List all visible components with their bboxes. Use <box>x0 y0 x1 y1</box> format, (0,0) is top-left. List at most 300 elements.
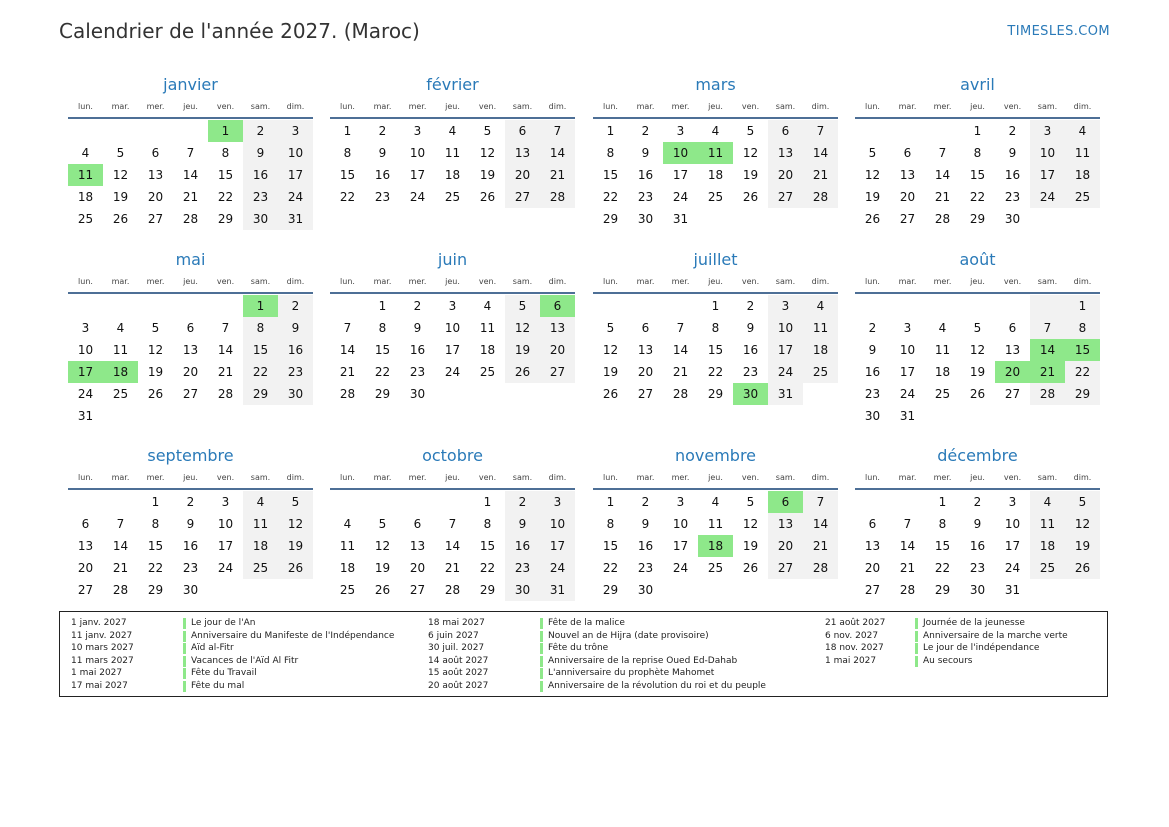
weekday-label: mer. <box>146 102 165 111</box>
weekday-label: ven. <box>1003 102 1022 111</box>
day-cell: 2 <box>641 124 650 138</box>
day-cell: 8 <box>378 321 387 335</box>
day-cell: 23 <box>742 365 759 379</box>
day-cell: 14 <box>672 343 689 357</box>
weekday-label: mer. <box>146 473 165 482</box>
day-cell: 26 <box>374 583 391 597</box>
day-cell: 11 <box>444 146 461 160</box>
day-cell: 2 <box>973 495 982 509</box>
legend-date: 21 août 2027 <box>825 618 886 628</box>
day-cell: 14 <box>934 168 951 182</box>
day-cell: 9 <box>378 146 387 160</box>
day-cell: 15 <box>602 539 619 553</box>
day-cell: 29 <box>602 583 619 597</box>
days-grid <box>330 295 575 405</box>
day-cell: 22 <box>602 561 619 575</box>
day-cell: 26 <box>278 557 313 579</box>
day-cell: 5 <box>746 495 755 509</box>
weekday-label: lun. <box>865 473 880 482</box>
day-cell: 2 <box>746 299 755 313</box>
weekday-label: ven. <box>478 473 497 482</box>
day-cell: 17 <box>768 339 803 361</box>
holiday-day-cell: 1 <box>243 295 278 317</box>
weekday-label: mar. <box>898 102 917 111</box>
day-cell: 30 <box>1004 212 1021 226</box>
day-cell: 29 <box>934 583 951 597</box>
empty-cell <box>103 120 138 142</box>
month-name: novembre <box>674 446 757 465</box>
weekday-label: dim. <box>811 277 830 286</box>
day-cell: 7 <box>803 120 838 142</box>
weekday-label: mar. <box>111 473 130 482</box>
day-cell: 12 <box>969 343 986 357</box>
day-cell: 13 <box>540 317 575 339</box>
weekday-label: mer. <box>408 473 427 482</box>
day-cell: 10 <box>444 321 461 335</box>
day-cell: 13 <box>768 513 803 535</box>
days-grid <box>330 120 575 208</box>
legend-holiday-name: Fête de la malice <box>540 618 625 629</box>
day-cell: 2 <box>641 495 650 509</box>
legend-holiday-name: Le jour de l'An <box>183 618 255 629</box>
brand-link[interactable]: TIMESLES.COM <box>1007 24 1110 39</box>
legend-holiday-name: Anniversaire du Manifeste de l'Indépendance <box>183 631 394 642</box>
weekday-label: sam. <box>1037 102 1058 111</box>
day-cell: 19 <box>742 539 759 553</box>
day-cell: 29 <box>1065 383 1100 405</box>
day-cell: 8 <box>151 517 160 531</box>
day-cell: 6 <box>903 146 912 160</box>
day-cell: 22 <box>339 190 356 204</box>
day-cell: 11 <box>803 317 838 339</box>
day-cell: 22 <box>969 190 986 204</box>
day-cell: 14 <box>444 539 461 553</box>
weekday-label: jeu. <box>708 277 723 286</box>
day-cell: 11 <box>339 539 356 553</box>
days-grid <box>855 295 1100 427</box>
legend-holiday-name: Aïd al-Fitr <box>183 643 234 654</box>
day-cell: 4 <box>116 321 125 335</box>
legend-date: 14 août 2027 <box>428 655 489 666</box>
day-cell: 18 <box>1030 535 1065 557</box>
day-cell: 12 <box>278 513 313 535</box>
holiday-day-cell: 30 <box>733 383 768 405</box>
day-cell: 25 <box>1030 557 1065 579</box>
day-cell: 27 <box>768 186 803 208</box>
day-cell: 12 <box>112 168 129 182</box>
day-cell: 29 <box>602 212 619 226</box>
weekday-header <box>68 468 313 488</box>
day-cell: 4 <box>711 495 720 509</box>
weekday-label: dim. <box>811 102 830 111</box>
weekday-label: jeu. <box>970 277 985 286</box>
weekday-label: sam. <box>250 102 271 111</box>
day-cell: 27 <box>637 387 654 401</box>
day-cell: 30 <box>505 579 540 601</box>
header-rule <box>330 292 575 294</box>
day-cell: 26 <box>1065 557 1100 579</box>
days-grid <box>593 120 838 230</box>
day-cell: 16 <box>864 365 881 379</box>
day-cell: 6 <box>81 517 90 531</box>
legend-date: 11 janv. 2027 <box>71 630 133 641</box>
legend-holiday-name: Anniversaire de la révolution du roi et du peuple <box>540 681 766 692</box>
day-cell: 18 <box>444 168 461 182</box>
day-cell: 6 <box>768 120 803 142</box>
weekday-label: jeu. <box>708 102 723 111</box>
day-cell: 18 <box>339 561 356 575</box>
day-cell: 21 <box>934 190 951 204</box>
weekday-label: lun. <box>865 277 880 286</box>
day-cell: 14 <box>540 142 575 164</box>
day-cell: 29 <box>147 583 164 597</box>
day-cell: 9 <box>505 513 540 535</box>
day-cell: 20 <box>864 561 881 575</box>
day-cell: 24 <box>278 186 313 208</box>
weekday-label: sam. <box>512 102 533 111</box>
page-title: Calendrier de l'année 2027. (Maroc) <box>59 19 420 43</box>
day-cell: 3 <box>1030 120 1065 142</box>
weekday-label: sam. <box>512 277 533 286</box>
holiday-day-cell: 14 <box>1030 339 1065 361</box>
day-cell: 14 <box>182 168 199 182</box>
day-cell: 10 <box>768 317 803 339</box>
day-cell: 22 <box>374 365 391 379</box>
day-cell: 12 <box>742 517 759 531</box>
day-cell: 25 <box>479 365 496 379</box>
day-cell: 26 <box>864 212 881 226</box>
weekday-label: dim. <box>1073 473 1092 482</box>
day-cell: 12 <box>864 168 881 182</box>
month-name: août <box>959 250 996 269</box>
weekday-label: ven. <box>216 473 235 482</box>
weekday-label: mer. <box>671 277 690 286</box>
holiday-day-cell: 18 <box>698 535 733 557</box>
day-cell: 30 <box>864 409 881 423</box>
day-cell: 24 <box>409 190 426 204</box>
day-cell: 30 <box>409 387 426 401</box>
day-cell: 5 <box>1065 491 1100 513</box>
day-cell: 25 <box>707 561 724 575</box>
weekday-label: mer. <box>671 102 690 111</box>
day-cell: 10 <box>409 146 426 160</box>
day-cell: 3 <box>221 495 230 509</box>
day-cell: 16 <box>637 539 654 553</box>
day-cell: 29 <box>707 387 724 401</box>
day-cell: 4 <box>343 517 352 531</box>
legend-date: 1 janv. 2027 <box>71 618 127 628</box>
day-cell: 2 <box>186 495 195 509</box>
day-cell: 27 <box>147 212 164 226</box>
weekday-label: jeu. <box>183 102 198 111</box>
day-cell: 11 <box>1030 513 1065 535</box>
empty-cell <box>925 295 960 317</box>
day-cell: 24 <box>672 190 689 204</box>
day-cell: 14 <box>217 343 234 357</box>
legend-holiday-name: Anniversaire de la reprise Oued Ed-Dahab <box>540 656 737 667</box>
day-cell: 21 <box>803 535 838 557</box>
day-cell: 20 <box>505 164 540 186</box>
day-cell: 4 <box>1065 120 1100 142</box>
day-cell: 20 <box>409 561 426 575</box>
day-cell: 25 <box>339 583 356 597</box>
day-cell: 12 <box>1065 513 1100 535</box>
day-cell: 6 <box>505 120 540 142</box>
day-cell: 26 <box>742 561 759 575</box>
empty-cell <box>68 491 103 513</box>
day-cell: 7 <box>186 146 195 160</box>
weekday-label: mer. <box>671 473 690 482</box>
holiday-day-cell: 6 <box>768 491 803 513</box>
empty-cell <box>855 120 890 142</box>
day-cell: 17 <box>672 539 689 553</box>
day-cell: 10 <box>1030 142 1065 164</box>
day-cell: 5 <box>868 146 877 160</box>
header-rule <box>68 292 313 294</box>
weekday-label: jeu. <box>970 473 985 482</box>
legend-date: 15 août 2027 <box>428 668 489 679</box>
day-cell: 30 <box>637 583 654 597</box>
day-cell: 1 <box>606 495 615 509</box>
day-cell: 14 <box>112 539 129 553</box>
day-cell: 7 <box>676 321 685 335</box>
day-cell: 9 <box>413 321 422 335</box>
day-cell: 16 <box>409 343 426 357</box>
days-grid <box>330 491 575 601</box>
weekday-label: ven. <box>1003 277 1022 286</box>
day-cell: 15 <box>969 168 986 182</box>
day-cell: 8 <box>221 146 230 160</box>
day-cell: 27 <box>864 583 881 597</box>
day-cell: 5 <box>483 124 492 138</box>
month-septembre <box>68 444 313 601</box>
day-cell: 3 <box>768 295 803 317</box>
weekday-label: mer. <box>933 277 952 286</box>
day-cell: 7 <box>448 517 457 531</box>
day-cell: 28 <box>1030 383 1065 405</box>
day-cell: 16 <box>969 539 986 553</box>
empty-cell <box>855 295 890 317</box>
day-cell: 13 <box>1004 343 1021 357</box>
header-rule <box>330 488 575 490</box>
weekday-label: mar. <box>373 277 392 286</box>
day-cell: 6 <box>186 321 195 335</box>
day-cell: 4 <box>1030 491 1065 513</box>
month-name: octobre <box>422 446 483 465</box>
legend-date: 20 août 2027 <box>428 680 489 691</box>
day-cell: 11 <box>243 513 278 535</box>
day-cell: 23 <box>1004 190 1021 204</box>
weekday-label: dim. <box>286 277 305 286</box>
weekday-label: mar. <box>111 277 130 286</box>
weekday-label: dim. <box>1073 102 1092 111</box>
day-cell: 5 <box>116 146 125 160</box>
day-cell: 9 <box>1008 146 1017 160</box>
weekday-label: jeu. <box>183 277 198 286</box>
month-avril <box>855 73 1100 230</box>
day-cell: 1 <box>378 299 387 313</box>
day-cell: 22 <box>217 190 234 204</box>
holiday-day-cell: 15 <box>1065 339 1100 361</box>
day-cell: 22 <box>602 190 619 204</box>
day-cell: 7 <box>1030 317 1065 339</box>
legend-date: 1 mai 2027 <box>825 655 877 666</box>
day-cell: 17 <box>899 365 916 379</box>
day-cell: 21 <box>672 365 689 379</box>
legend-holiday-name: Journée de la jeunesse <box>915 618 1025 629</box>
holiday-day-cell: 10 <box>663 142 698 164</box>
day-cell: 22 <box>707 365 724 379</box>
day-cell: 24 <box>768 361 803 383</box>
day-cell: 24 <box>444 365 461 379</box>
day-cell: 27 <box>899 212 916 226</box>
weekday-label: lun. <box>78 102 93 111</box>
legend-date: 18 nov. 2027 <box>825 643 884 654</box>
day-cell: 21 <box>899 561 916 575</box>
header-rule <box>593 292 838 294</box>
day-cell: 8 <box>606 146 615 160</box>
day-cell: 16 <box>742 343 759 357</box>
day-cell: 30 <box>969 583 986 597</box>
day-cell: 8 <box>606 517 615 531</box>
legend-holiday-name: Le jour de l'indépendance <box>915 643 1039 654</box>
day-cell: 1 <box>606 124 615 138</box>
day-cell: 12 <box>505 317 540 339</box>
day-cell: 6 <box>868 517 877 531</box>
weekday-label: sam. <box>1037 473 1058 482</box>
weekday-label: mer. <box>933 102 952 111</box>
day-cell: 10 <box>899 343 916 357</box>
weekday-label: sam. <box>775 473 796 482</box>
day-cell: 23 <box>637 561 654 575</box>
day-cell: 27 <box>409 583 426 597</box>
day-cell: 16 <box>1004 168 1021 182</box>
day-cell: 20 <box>768 164 803 186</box>
month-name: avril <box>960 75 995 94</box>
weekday-header <box>855 97 1100 117</box>
weekday-label: jeu. <box>445 277 460 286</box>
day-cell: 18 <box>77 190 94 204</box>
weekday-label: lun. <box>603 473 618 482</box>
weekday-label: dim. <box>811 473 830 482</box>
day-cell: 22 <box>1065 361 1100 383</box>
day-cell: 19 <box>112 190 129 204</box>
header-rule <box>593 117 838 119</box>
day-cell: 29 <box>969 212 986 226</box>
day-cell: 29 <box>217 212 234 226</box>
day-cell: 30 <box>182 583 199 597</box>
weekday-label: mar. <box>898 277 917 286</box>
day-cell: 2 <box>243 120 278 142</box>
day-cell: 6 <box>413 517 422 531</box>
weekday-header <box>593 97 838 117</box>
day-cell: 3 <box>278 120 313 142</box>
day-cell: 30 <box>637 212 654 226</box>
day-cell: 13 <box>899 168 916 182</box>
day-cell: 3 <box>903 321 912 335</box>
weekday-label: mar. <box>636 473 655 482</box>
day-cell: 4 <box>483 299 492 313</box>
legend-holiday-name: Fête du Travail <box>183 668 257 679</box>
day-cell: 14 <box>899 539 916 553</box>
day-cell: 28 <box>217 387 234 401</box>
weekday-label: sam. <box>1037 277 1058 286</box>
month-mars <box>593 73 838 230</box>
day-cell: 15 <box>707 343 724 357</box>
empty-cell <box>890 295 925 317</box>
day-cell: 8 <box>711 321 720 335</box>
day-cell: 9 <box>973 517 982 531</box>
day-cell: 1 <box>483 495 492 509</box>
day-cell: 6 <box>151 146 160 160</box>
day-cell: 15 <box>479 539 496 553</box>
day-cell: 4 <box>803 295 838 317</box>
day-cell: 2 <box>868 321 877 335</box>
day-cell: 11 <box>934 343 951 357</box>
weekday-label: ven. <box>216 102 235 111</box>
day-cell: 29 <box>479 583 496 597</box>
legend-holiday-name: Fête du trône <box>540 643 608 654</box>
day-cell: 26 <box>112 212 129 226</box>
day-cell: 10 <box>672 517 689 531</box>
legend-holiday-name: Vacances de l'Aïd Al Fitr <box>183 656 298 667</box>
day-cell: 12 <box>147 343 164 357</box>
day-cell: 5 <box>505 295 540 317</box>
legend-date: 10 mars 2027 <box>71 643 134 654</box>
empty-cell <box>208 295 243 317</box>
weekday-label: lun. <box>78 473 93 482</box>
day-cell: 17 <box>444 343 461 357</box>
day-cell: 3 <box>676 495 685 509</box>
day-cell: 4 <box>938 321 947 335</box>
empty-cell <box>173 295 208 317</box>
day-cell: 12 <box>374 539 391 553</box>
day-cell: 8 <box>938 517 947 531</box>
day-cell: 19 <box>505 339 540 361</box>
day-cell: 15 <box>934 539 951 553</box>
month-octobre <box>330 444 575 601</box>
header-rule <box>855 488 1100 490</box>
legend-date: 11 mars 2027 <box>71 655 134 666</box>
day-cell: 1 <box>938 495 947 509</box>
day-cell: 8 <box>483 517 492 531</box>
day-cell: 28 <box>112 583 129 597</box>
holiday-day-cell: 18 <box>103 361 138 383</box>
day-cell: 23 <box>505 557 540 579</box>
header-rule <box>68 488 313 490</box>
days-grid <box>68 120 313 230</box>
weekday-label: dim. <box>1073 277 1092 286</box>
empty-cell <box>173 120 208 142</box>
day-cell: 19 <box>969 365 986 379</box>
weekday-label: mar. <box>373 473 392 482</box>
month-février <box>330 73 575 208</box>
day-cell: 28 <box>934 212 951 226</box>
day-cell: 13 <box>409 539 426 553</box>
day-cell: 9 <box>243 142 278 164</box>
holiday-day-cell: 11 <box>68 164 103 186</box>
weekday-label: dim. <box>548 473 567 482</box>
day-cell: 17 <box>409 168 426 182</box>
day-cell: 15 <box>339 168 356 182</box>
day-cell: 24 <box>77 387 94 401</box>
day-cell: 16 <box>243 164 278 186</box>
month-name: septembre <box>147 446 234 465</box>
day-cell: 13 <box>505 142 540 164</box>
day-cell: 9 <box>868 343 877 357</box>
day-cell: 16 <box>505 535 540 557</box>
day-cell: 30 <box>278 383 313 405</box>
